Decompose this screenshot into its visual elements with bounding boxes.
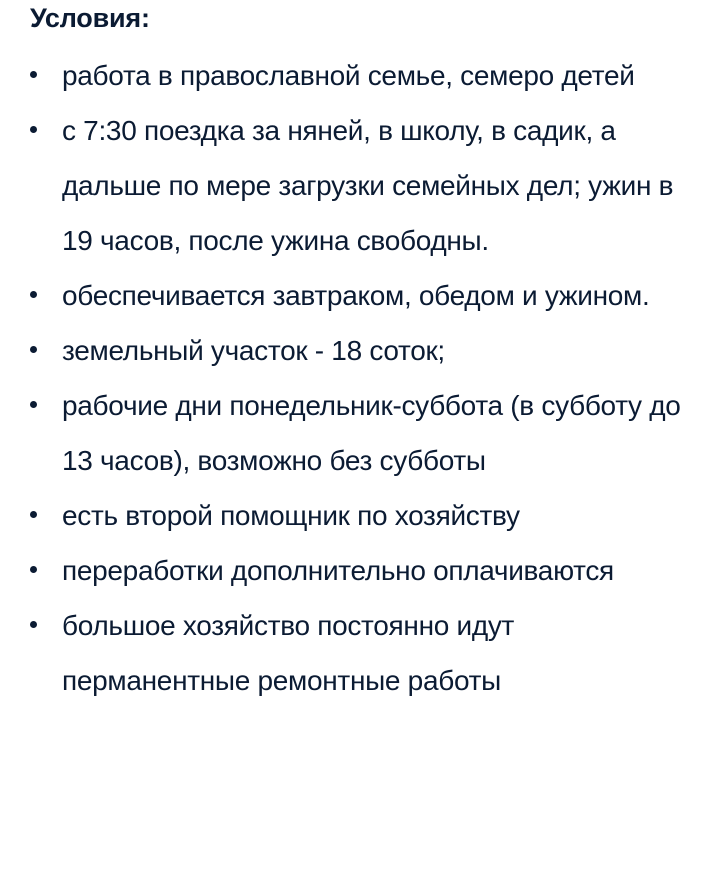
condition-item-second-helper <box>0 488 720 543</box>
bullet-icon <box>30 126 37 133</box>
condition-text: земельный участок - 18 соток; <box>62 335 445 366</box>
condition-item-land-plot <box>0 323 720 378</box>
bullet-icon <box>30 621 37 628</box>
condition-text: работа в православной семье, семеро детей <box>62 60 635 91</box>
condition-text: обеспечивается завтраком, обедом и ужином. <box>62 280 650 311</box>
condition-text: рабочие дни понедельник-суббота (в субботу до 13 часов), возможно без субботы <box>62 390 681 476</box>
condition-text: есть второй помощник по хозяйству <box>62 500 520 531</box>
bullet-icon <box>30 566 37 573</box>
bullet-icon <box>30 346 37 353</box>
bullet-icon <box>30 291 37 298</box>
condition-item-household <box>0 598 720 708</box>
condition-item-workdays <box>0 378 720 488</box>
conditions-heading: Условия: <box>30 3 150 33</box>
condition-item-meals <box>0 268 720 323</box>
bullet-icon <box>30 71 37 78</box>
conditions-list <box>0 48 720 708</box>
condition-item-family <box>0 48 720 103</box>
bullet-icon <box>30 401 37 408</box>
condition-item-overtime <box>0 543 720 598</box>
condition-text: переработки дополнительно оплачиваются <box>62 555 614 586</box>
condition-item-schedule <box>0 103 720 268</box>
condition-text: большое хозяйство постоянно идут перманентные ремонтные работы <box>62 610 515 696</box>
condition-text: с 7:30 поездка за няней, в школу, в садик, а дальше по мере загрузки семейных дел; ужин в 19 часов, после ужина свободны. <box>62 115 674 256</box>
bullet-icon <box>30 511 37 518</box>
